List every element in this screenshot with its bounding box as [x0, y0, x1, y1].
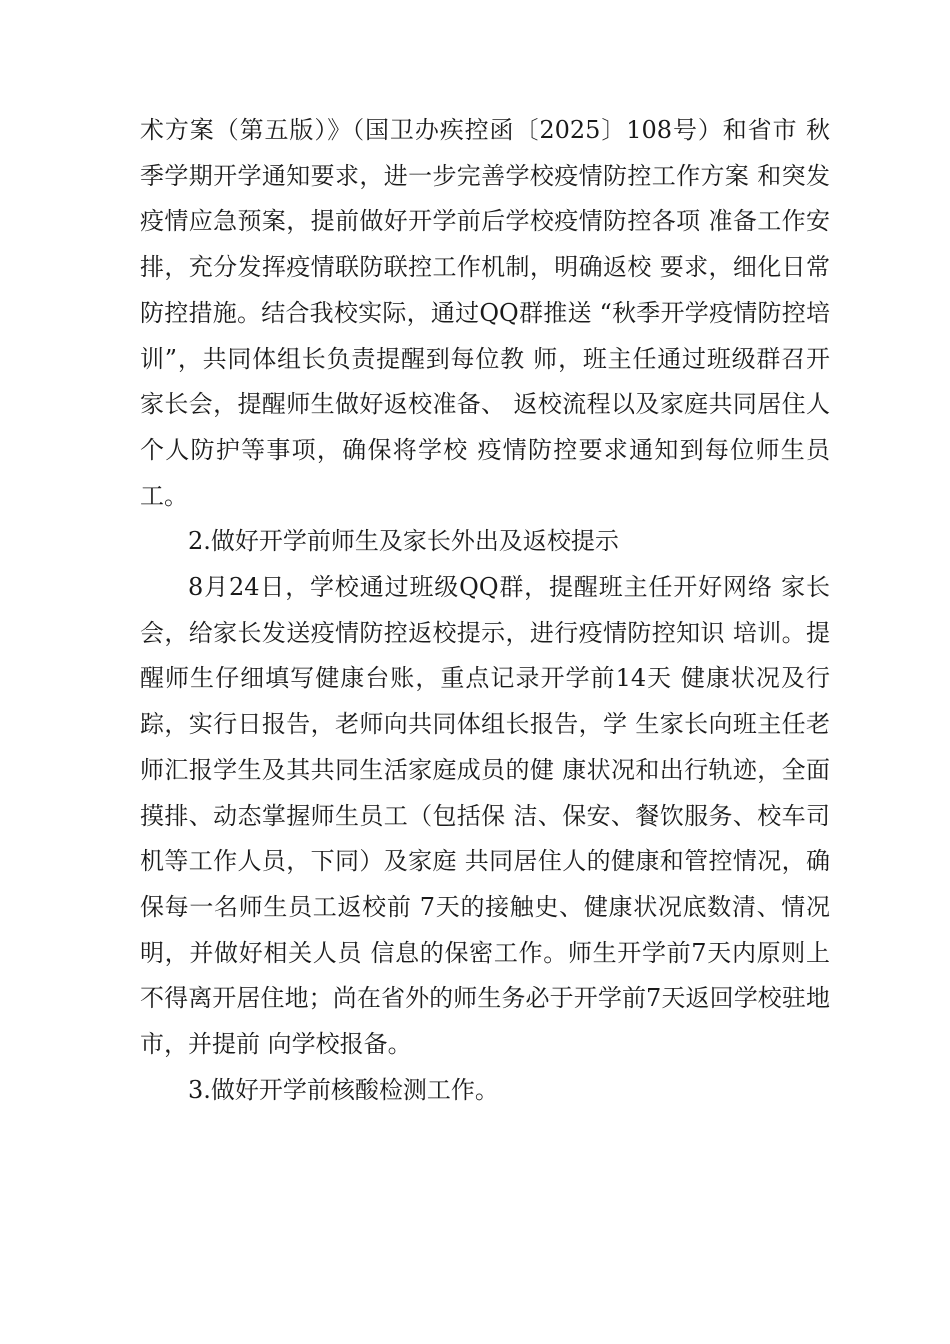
- paragraph-return-tips: 8月24日，学校通过班级QQ群，提醒班主任开好网络 家长会，给家长发送疫情防控返校提示，进行疫情防控知识 培训。提醒师生仔细填写健康台账，重点记录开学前14天 健康状况及行踪，实行日报告，老师向共同体组长报告，学 生家长向班主任老师汇报学生及其共同生活家庭成员的健 康状况和出行轨迹，全面摸排、动态掌握师生员工（包括保 洁、保安、餐饮服务、校车司机等工作人员，下同）及家庭 共同居住人的健康和管控情况，确保每一名师生员工返校前 7天的接触史、健康状况底数清、情况明，并做好相关人员 信息的保密工作。师生开学前7天内原则上不得离开居住地；尚在省外的师生务必于开学前7天返回学校驻地市，并提前 向学校报备。: [140, 573, 830, 1059]
- section-heading-return-tips: 2.做好开学前师生及家长外出及返校提示: [188, 527, 619, 556]
- document-body: [140, 108, 830, 1113]
- paragraph-school-notice: 术方案（第五版）》（国卫办疾控函〔2025〕108号）和省市 秋季学期开学通知要求，进一步完善学校疫情防控工作方案 和突发疫情应急预案，提前做好开学前后学校疫情防控各项 准备工作安排，充分发挥疫情联防联控工作机制，明确返校 要求，细化日常防控措施。结合我校实际，通过QQ群推送 “秋季开学疫情防控培训”，共同体组长负责提醒到每位教 师，班主任通过班级群召开家长会，提醒师生做好返校准备、 返校流程以及家庭共同居住人个人防护等事项，确保将学校 疫情防控要求通知到每位师生员工。: [140, 116, 830, 510]
- section-heading-nucleic-test: 3.做好开学前核酸检测工作。: [188, 1075, 499, 1104]
